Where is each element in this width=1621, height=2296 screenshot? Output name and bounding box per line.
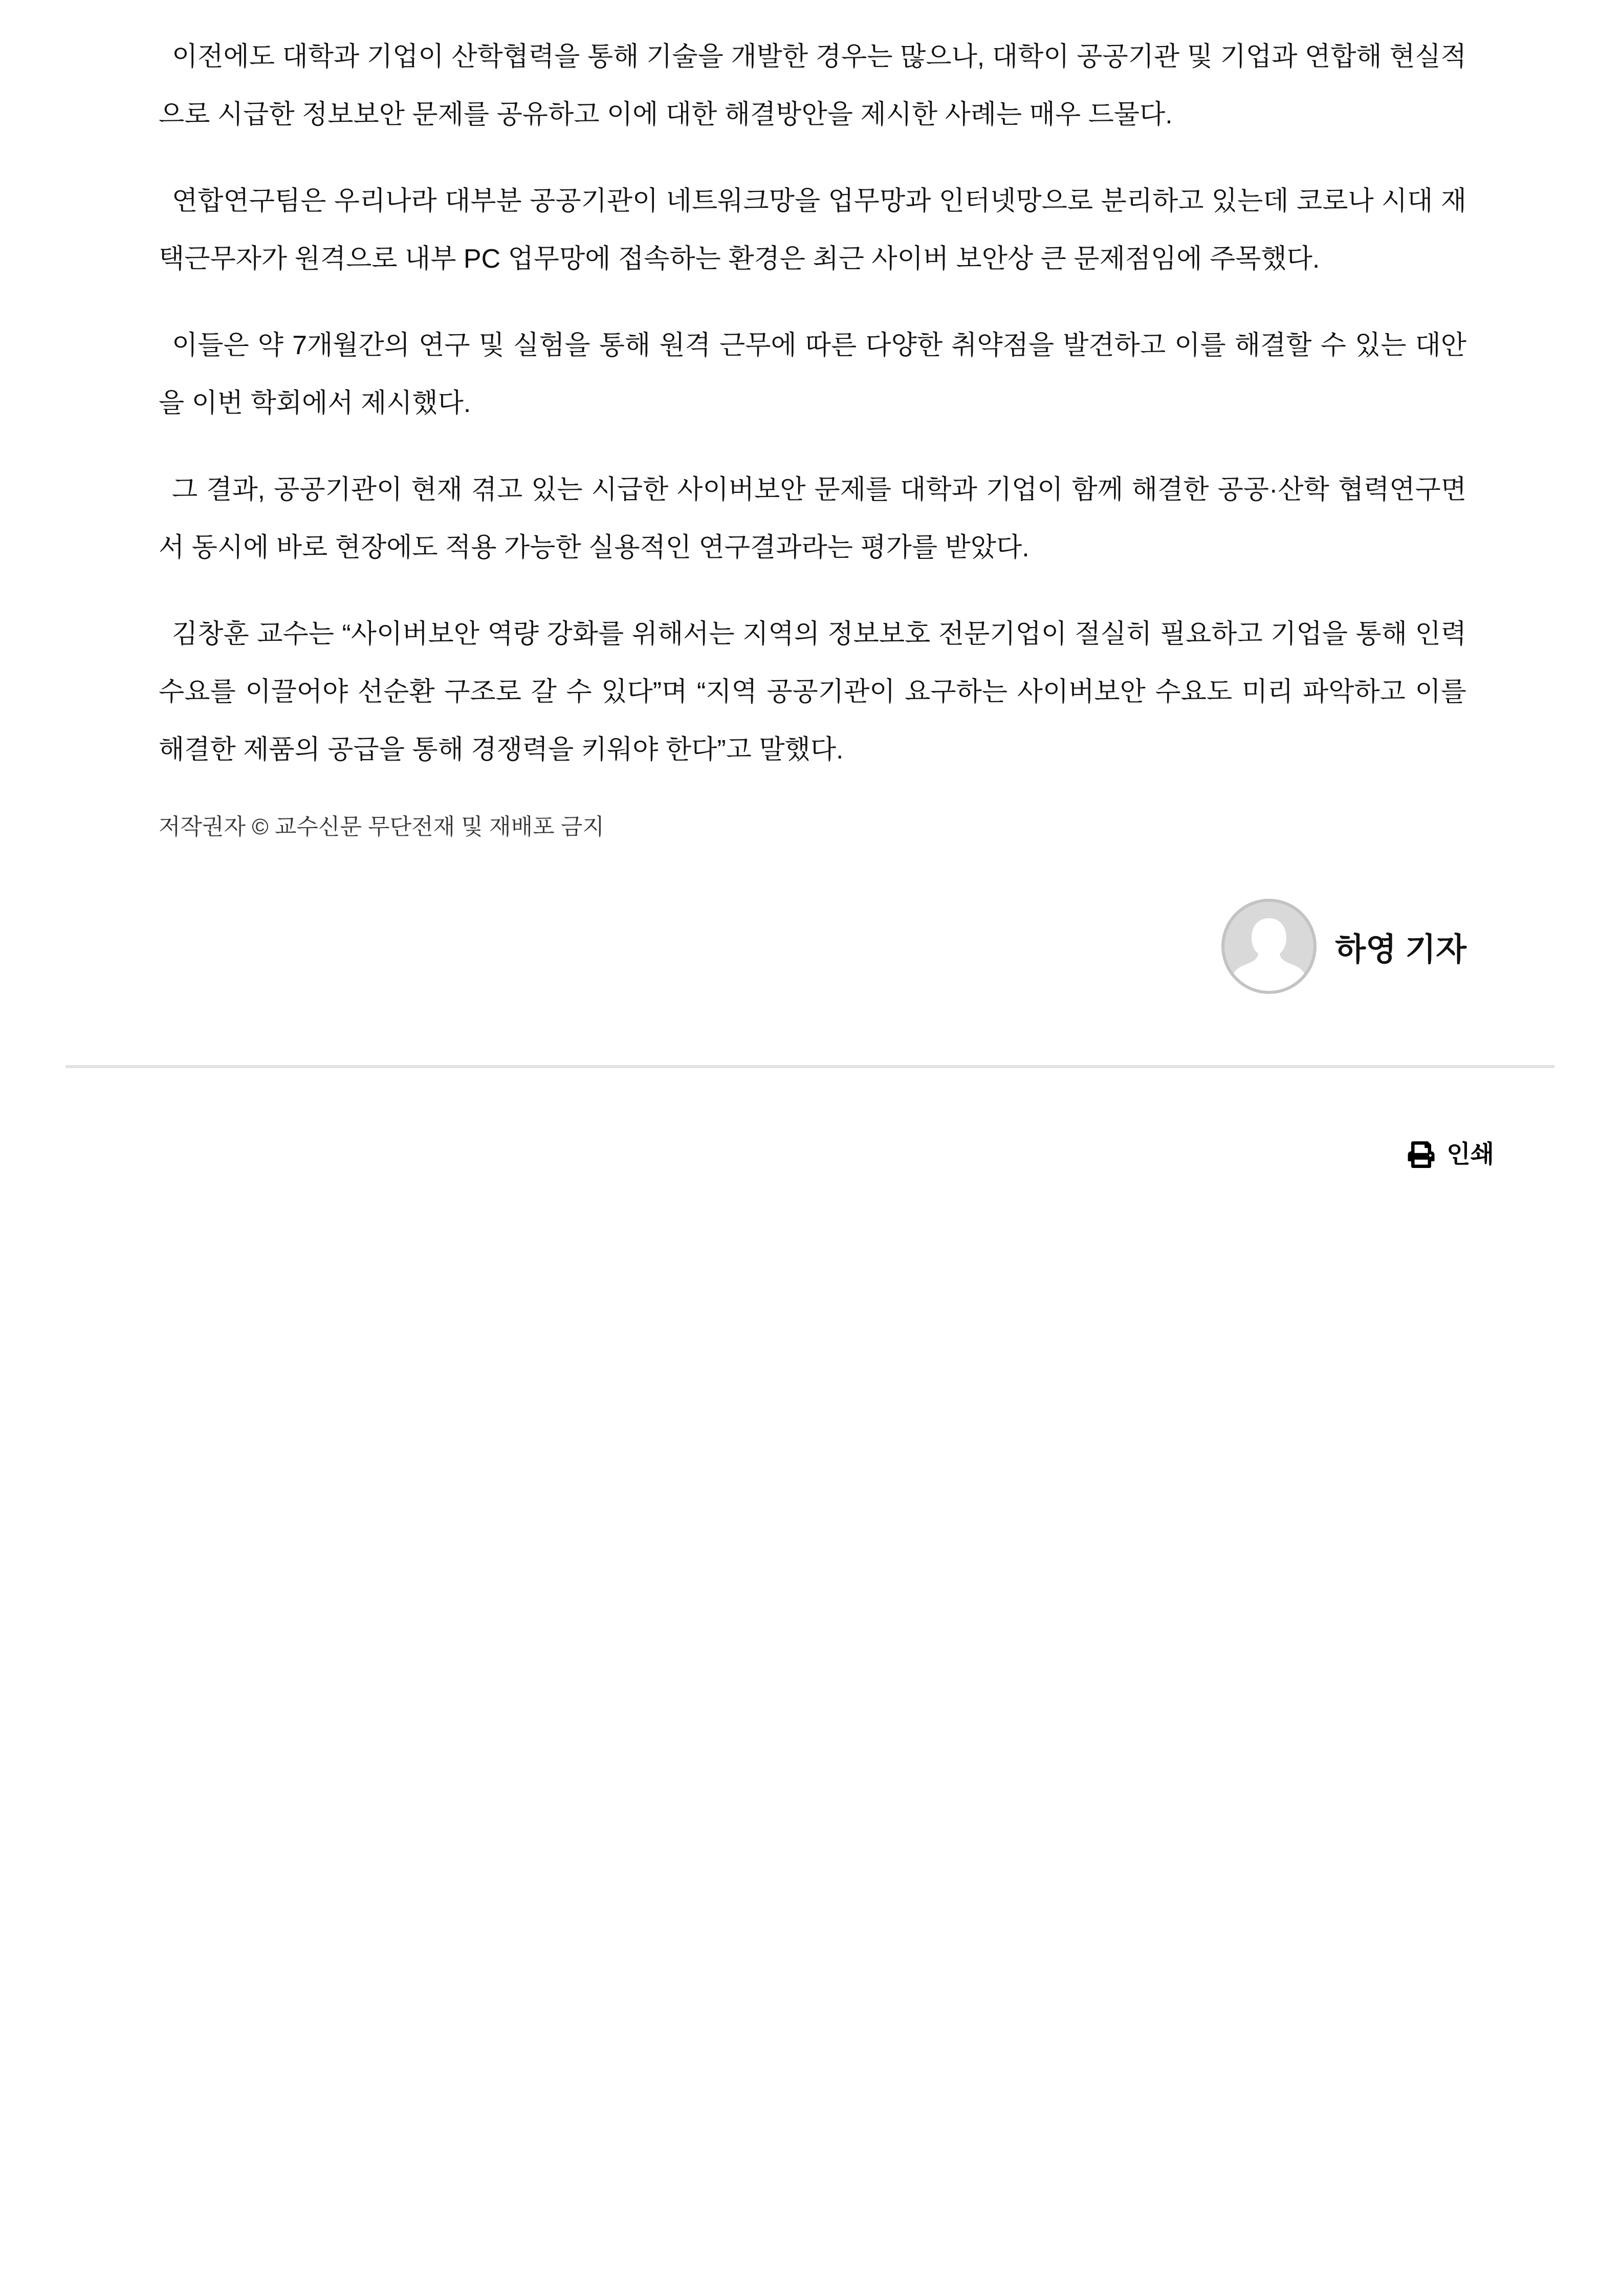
section-divider xyxy=(65,1065,1554,1068)
reporter-byline xyxy=(159,899,1466,994)
print-button[interactable] xyxy=(0,1141,1494,1168)
print-button-label: 인쇄 xyxy=(1447,1141,1494,1168)
reporter-name-link[interactable]: 하영 기자 xyxy=(1335,932,1466,967)
person-placeholder-icon xyxy=(1221,899,1317,994)
article-paragraph: 이전에도 대학과 기업이 산학협력을 통해 기술을 개발한 경우는 많으나, 대학이 공공기관 및 기업과 연합해 현실적으로 시급한 정보보안 문제를 공유하고 이에 대한 해결방안을 제시한 사례는 매우 드물다. xyxy=(159,42,1466,129)
article-body xyxy=(0,0,1621,994)
article-paragraph: 그 결과, 공공기관이 현재 겪고 있는 시급한 사이버보안 문제를 대학과 기업이 함께 해결한 공공·산학 협력연구면서 동시에 바로 현장에도 적용 가능한 실용적인 연구결과라는 평가를 받았다. xyxy=(159,475,1466,562)
reporter-avatar[interactable] xyxy=(1221,899,1317,994)
article-paragraph: 이들은 약 7개월간의 연구 및 실험을 통해 원격 근무에 따른 다양한 취약점을 발견하고 이를 해결할 수 있는 대안을 이번 학회에서 제시했다. xyxy=(159,331,1466,418)
copyright-notice: 저작권자 © 교수신문 무단전재 및 재배포 금지 xyxy=(159,814,604,839)
article-paragraph: 김창훈 교수는 “사이버보안 역량 강화를 위해서는 지역의 정보보호 전문기업이 절실히 필요하고 기업을 통해 인력 수요를 이끌어야 선순환 구조로 갈 수 있다”며 “지역 공공기관이 요구하는 사이버보안 수요도 미리 파악하고 이를 해결한 제품의 공급을 통해 경쟁력을 키워야 한다”고 말했다. xyxy=(159,619,1466,765)
printer-icon xyxy=(1407,1141,1435,1168)
article-paragraph: 연합연구팀은 우리나라 대부분 공공기관이 네트워크망을 업무망과 인터넷망으로 분리하고 있는데 코로나 시대 재택근무자가 원격으로 내부 PC 업무망에 접속하는 환경은 최근 사이버 보안상 큰 문제점임에 주목했다. xyxy=(159,186,1466,274)
